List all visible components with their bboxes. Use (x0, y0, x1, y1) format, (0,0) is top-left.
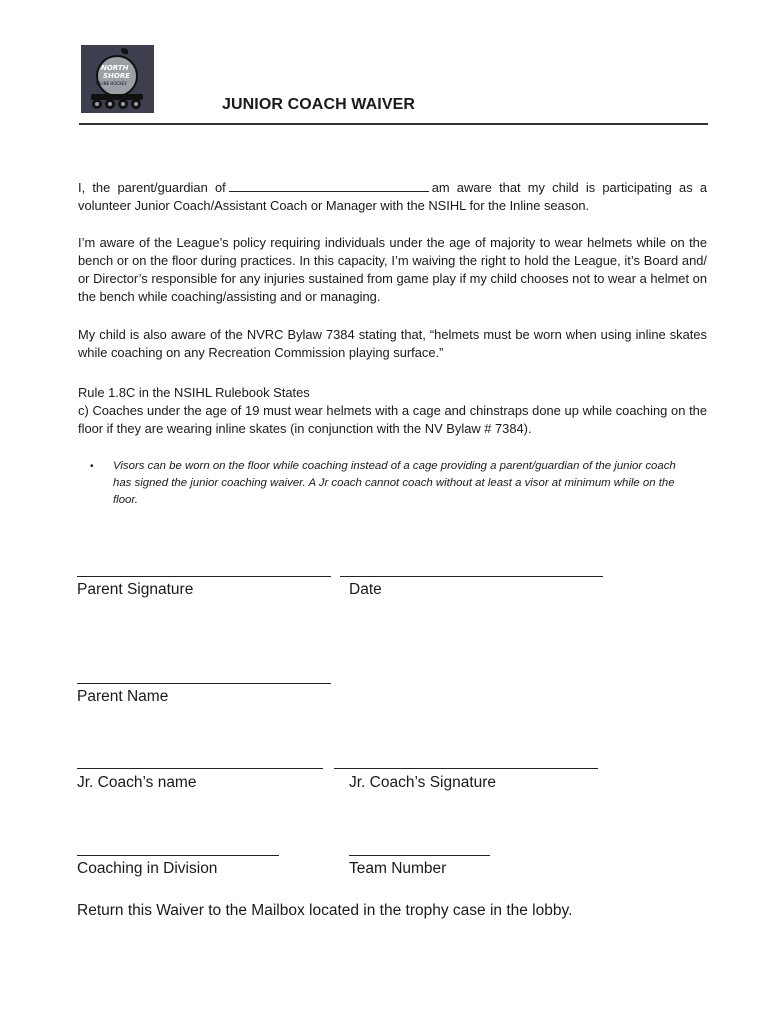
parent-signature-line[interactable] (77, 576, 331, 577)
jr-coach-name-line[interactable] (77, 768, 323, 769)
page-title: JUNIOR COACH WAIVER (222, 96, 416, 113)
jr-coach-name-label: Jr. Coach’s name (77, 774, 197, 791)
paragraph-guardian-before: I, the parent/guardian of (78, 180, 226, 195)
jr-coach-signature-label: Jr. Coach’s Signature (349, 774, 497, 791)
bullet-visor-note: Visors can be worn on the floor while coaching instead of a cage providing a parent/guardian of the junior coach has signed the junior coaching waiver. A Jr coach cannot coach without at least a visor at minimum while on the floor. (113, 460, 676, 506)
paragraph-guardian (78, 179, 707, 215)
paragraph-policy-text: I’m aware of the League’s policy requiring individuals under the age of majority to wear helmets while on the bench or on the floor during practices. In this capacity, I’m waiving the right to hold the League, it’s Board and/ or Director’s responsible for any injuries sustained from game play if my child chooses not to wear a helmet on the bench while coaching/assisting and or managing. (78, 235, 707, 304)
team-number-label: Team Number (349, 860, 447, 877)
jr-coach-signature-line[interactable] (334, 768, 598, 769)
logo-text-inline: INLINE HOCKEY (96, 81, 127, 86)
rule-section (78, 384, 707, 438)
parent-name-label: Parent Name (77, 688, 169, 705)
coaching-division-label: Coaching in Division (77, 860, 218, 877)
parent-name-line[interactable] (77, 683, 331, 684)
logo-text-shore: SHORE (103, 72, 131, 80)
bullet-icon: • (90, 461, 94, 472)
coaching-division-line[interactable] (77, 855, 279, 856)
paragraph-bylaw-text: My child is also aware of the NVRC Bylaw 7384 stating that, “helmets must be worn when using inline skates while coaching on any Recreation Commission playing surface.” (78, 327, 707, 360)
leaf-icon (121, 48, 128, 54)
paragraph-policy (78, 234, 707, 306)
parent-signature-label: Parent Signature (77, 581, 194, 598)
return-instructions: Return this Waiver to the Mailbox located in the trophy case in the lobby. (77, 902, 573, 919)
rule-heading: Rule 1.8C in the NSIHL Rulebook States (78, 385, 310, 400)
paragraph-bylaw (78, 326, 707, 362)
date-line[interactable] (340, 576, 603, 577)
logo-text-north: NORTH (101, 64, 129, 72)
rule-text: c) Coaches under the age of 19 must wear helmets with a cage and chinstraps done up while coaching on the floor if they are wearing inline skates (in conjunction with the NV Bylaw # 7384). (78, 403, 707, 436)
paragraph-guardian-after: am aware that my child is participating as a volunteer Junior Coach/Assistant Coach or Manager with the NSIHL for the Inline season. (78, 180, 707, 213)
team-number-line[interactable] (349, 855, 490, 856)
child-name-blank[interactable] (229, 179, 429, 192)
league-logo (81, 45, 154, 113)
date-label: Date (349, 581, 382, 598)
title-divider (79, 123, 708, 125)
